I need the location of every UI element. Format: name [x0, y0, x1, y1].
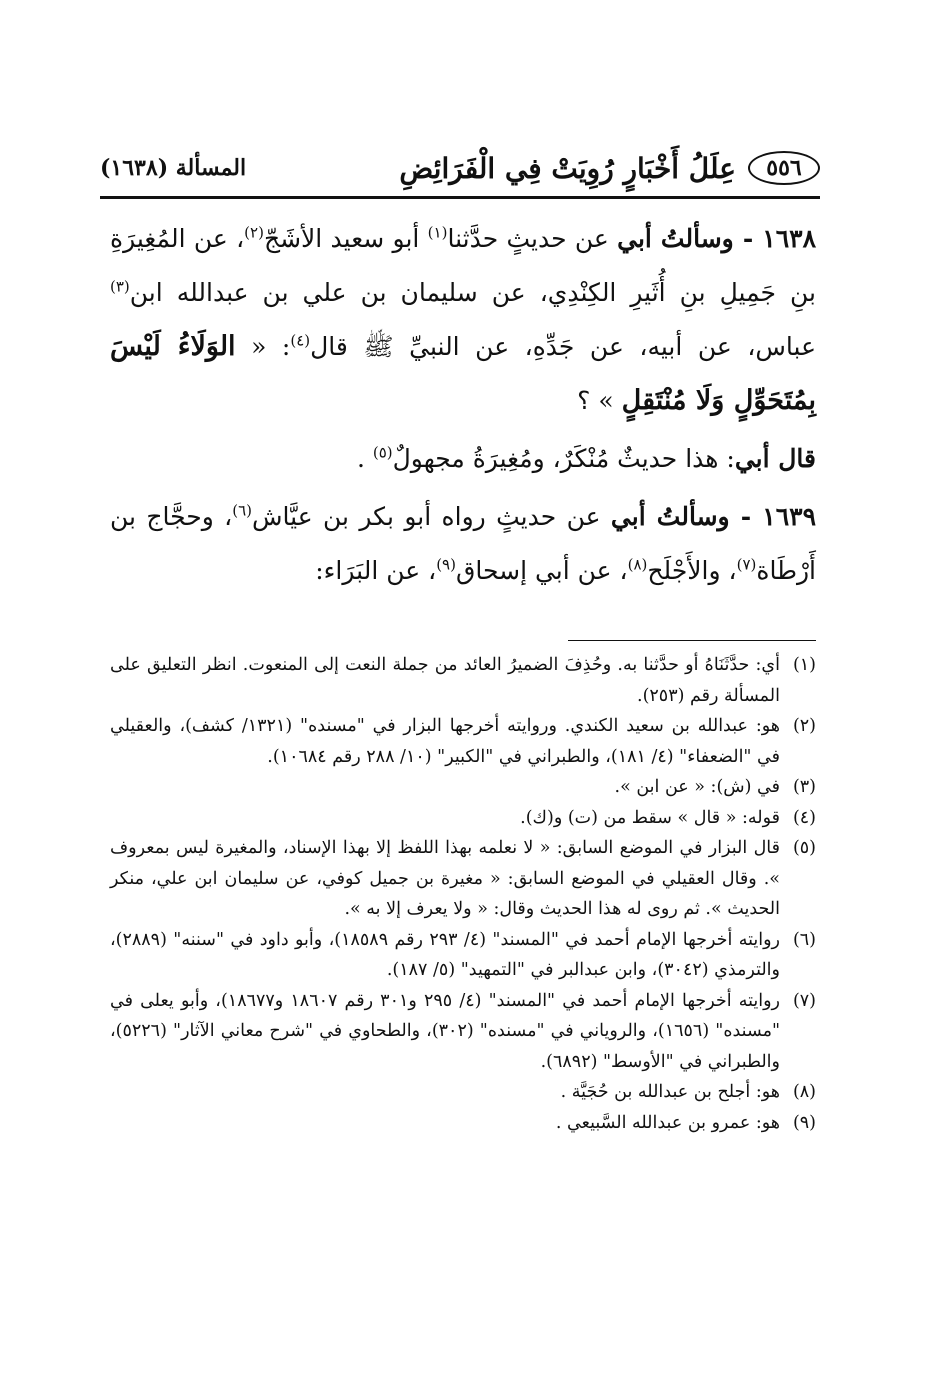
footnote-number: (٩)	[792, 1112, 816, 1133]
footnote-ref[interactable]: (٨)	[627, 555, 648, 574]
text-segment: أبو سعيد الأشَجّ	[263, 224, 428, 253]
footnote-number: (٣)	[792, 777, 816, 797]
footnote-text: هو: عبدالله بن سعيد الكندي. وروايته أخرجها البزار في "مسنده" (١٣٢١/ كشف)، والعقيلي في "الضعفاء" (٤/ ١٨١)، والطبراني في "الكبير" (١٠/ ٢٨٨ رقم ١٠٦٨٤).	[110, 716, 780, 767]
text-segment: عن حديثٍ رواه أبو بكر بن عيَّاش	[252, 502, 611, 531]
answer-label: قال أبي	[734, 444, 816, 473]
footnote-text: هو: عمرو بن عبدالله السَّبيعي .	[555, 1112, 780, 1133]
header-rule	[100, 196, 820, 199]
footnote-item	[110, 833, 816, 925]
hadith-text: الوَلَاءُ لَيْسَ بِمُتَحَوِّلٍ وَلَا مُنْتَقِلٍ	[110, 331, 816, 416]
lead-phrase: وسألتُ أبي	[617, 224, 734, 253]
footnote-text: هو: أجلح بن عبدالله بن حُجَيَّة .	[560, 1082, 780, 1102]
footnote-ref[interactable]: (٣)	[110, 277, 130, 296]
issue-number: ١٦٣٩ -	[729, 502, 816, 531]
text-segment: » ؟	[577, 386, 622, 415]
footnote-item	[110, 986, 816, 1078]
issue-label: المسألة (١٦٣٨)	[100, 155, 247, 181]
footnote-ref[interactable]: (٢)	[244, 223, 264, 242]
footnote-separator	[568, 640, 816, 641]
footnote-number: (٤)	[792, 807, 816, 828]
footnote-text: أي: حدَّثَنَاهُ أو حدَّثنا به. وحُذِفَ الضميرُ العائد من جملة النعت إلى المنعوت. انظر التعليق على المسألة رقم (٢٥٣).	[110, 655, 780, 706]
text-segment: عباس، عن أبيه، عن جَدِّهِ، عن النبيِّ ﷺ قال	[310, 332, 816, 361]
page-header	[100, 146, 820, 190]
footnote-number: (٧)	[792, 990, 816, 1011]
text-segment: ، عن المُغِيرَةِ بنِ جَمِيلِ بنِ أُثَيرِ الكِنْدِي، عن سليمان بن علي بن عبدالله ابن	[110, 224, 816, 307]
page-number: ٥٥٦	[748, 151, 820, 185]
footnote-text: روايته أخرجها الإمام أحمد في "المسند" (٤/ ٢٩٣ رقم ١٨٥٨٩)، وأبو داود في "سننه" (٢٨٨٩)، والترمذي (٣٠٤٢)، وابن عبدالبر في "التمهيد" (٥/ ١٨٧).	[110, 929, 780, 980]
footnote-ref[interactable]: (٦)	[232, 501, 253, 520]
main-text	[110, 212, 816, 598]
footnote-item	[110, 711, 816, 772]
footnote-text: في (ش): « عن ابن ».	[614, 777, 780, 797]
footnote-item	[110, 1077, 816, 1108]
footnote-item	[110, 803, 816, 834]
footnote-item	[110, 650, 816, 711]
text-segment: : هذا حديثٌ مُنْكَرٌ، ومُغِيرَةُ مجهولٌ	[392, 444, 735, 473]
footnote-number: (٦)	[792, 929, 816, 950]
footnote-item	[110, 1108, 816, 1139]
footnote-number: (٢)	[792, 716, 816, 736]
footnotes	[110, 650, 816, 1138]
footnote-text: روايته أخرجها الإمام أحمد في "المسند" (٤/ ٢٩٥ و٣٠١ رقم ١٨٦٠٧ و١٨٦٧٧)، وأبو يعلى في "مسنده" (١٦٥٦)، والروياني في "مسنده" (٣٠٢)، والطحاوي في "شرح معاني الآثار" (٥٢٢٦)، والطبراني في "الأوسط" (٦٨٩٢).	[110, 990, 781, 1072]
text-segment: عن حديثٍ حدَّثنا	[447, 224, 618, 253]
footnote-text: قال البزار في الموضع السابق: « لا نعلمه بهذا اللفظ إلا بهذا الإسناد، والمغيرة ليس بمعروف ». وقال العقيلي في الموضع السابق: « مغيرة بن جميل كوفي، عن سليمان ابن علي، منكر الحديث ». ثم روى له هذا الحديث وقال: « ولا يعرف إلا به ».	[110, 838, 780, 919]
footnote-item	[110, 772, 816, 803]
text-segment: : «	[235, 332, 291, 361]
text-segment: ، عن البَرَاء:	[315, 556, 437, 585]
footnote-text: قوله: « قال » سقط من (ت) و(ك).	[520, 807, 780, 828]
footnote-number: (٥)	[792, 838, 816, 858]
issue-number: ١٦٣٨ -	[733, 224, 816, 253]
lead-phrase: وسألتُ أبي	[610, 502, 730, 531]
paragraph-1639	[110, 490, 816, 598]
footnote-ref[interactable]: (٤)	[290, 331, 311, 350]
book-title: عِلَلُ أَخْبَارٍ رُوِيَتْ فِي الْفَرَائِضِ	[399, 151, 736, 185]
paragraph-answer	[110, 432, 816, 486]
paragraph-1638	[110, 212, 816, 428]
footnote-number: (٨)	[792, 1082, 816, 1102]
footnote-item	[110, 925, 816, 986]
footnote-ref[interactable]: (٧)	[736, 555, 757, 574]
footnote-ref[interactable]: (٩)	[436, 555, 456, 574]
text-segment: ، وحجَّاج بن أَرْطَاة	[110, 502, 816, 585]
text-segment: ، عن أبي إسحاق	[455, 556, 628, 585]
footnote-ref[interactable]: (١)	[427, 223, 448, 242]
footnote-number: (١)	[792, 655, 816, 675]
footnote-ref[interactable]: (٥)	[372, 443, 393, 462]
text-segment: ، والأَجْلَح	[647, 556, 737, 585]
text-segment: .	[356, 444, 373, 473]
